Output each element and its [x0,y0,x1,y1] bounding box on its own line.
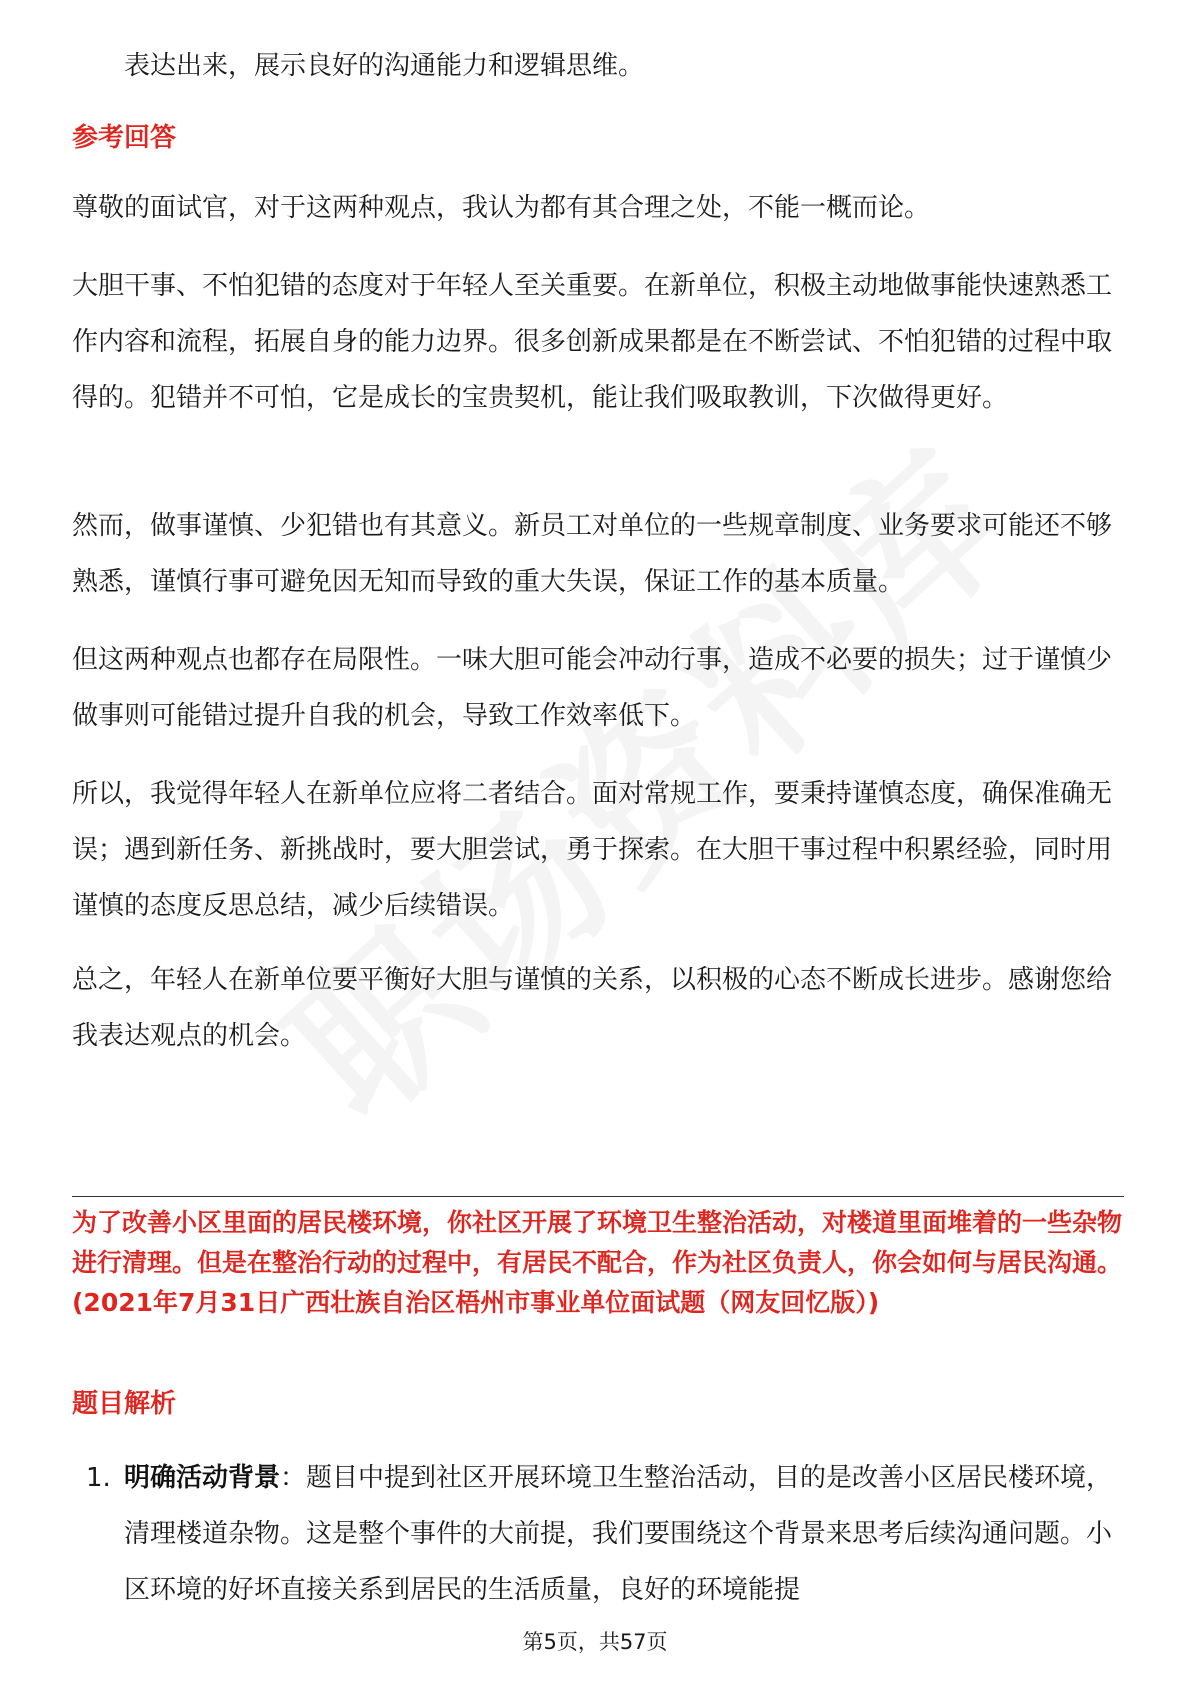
list-item-number: 1. [86,1463,111,1493]
answer-paragraph-3: 然而，做事谨慎、少犯错也有其意义。新员工对单位的一些规章制度、业务要求可能还不够熟悉，谨慎行事可避免因无知而导致的重大失误，保证工作的基本质量。 [72,511,1113,597]
answer-paragraph-5: 所以，我觉得年轻人在新单位应将二者结合。面对常规工作，要秉持谨慎态度，确保准确无误；遇到新任务、新挑战时，要大胆尝试，勇于探索。在大胆干事过程中积累经验，同时用谨慎的态度反思总结，减少后续错误。 [72,779,1113,921]
section-divider [72,1196,1124,1197]
answer-paragraph-4: 但这两种观点也都存在局限性。一味大胆可能会冲动行事，造成不必要的损失；过于谨慎少做事则可能错过提升自我的机会，导致工作效率低下。 [72,645,1113,731]
list-item-title: 明确活动背景 [124,1463,281,1493]
page-number: 第5页，共57页 [522,1630,668,1654]
list-item [124,1450,1120,1618]
continuation-text: 表达出来，展示良好的沟通能力和逻辑思维。 [124,51,645,81]
answer-paragraph-6: 总之，年轻人在新单位要平衡好大胆与谨慎的关系，以积极的心态不断成长进步。感谢您给我表达观点的机会。 [72,965,1113,1051]
reference-answer-heading: 参考回答 [72,123,177,153]
list-item-text: ：题目中提到社区开展环境卫生整治活动，目的是改善小区居民楼环境，清理楼道杂物。这是整个事件的大前提，我们要围绕这个背景来思考后续沟通问题。小区环境的好坏直接关系到居民的生活质量，良好的环境能提 [124,1463,1113,1605]
interview-question: 为了改善小区里面的居民楼环境，你社区开展了环境卫生整治活动，对楼道里面堆着的一些杂物进行清理。但是在整治行动的过程中，有居民不配合，作为社区负责人，你会如何与居民沟通。(2021年7月31日广西壮族自治区梧州市事业单位面试题（网友回忆版）) [72,1208,1123,1317]
answer-paragraph-2: 大胆干事、不怕犯错的态度对于年轻人至关重要。在新单位，积极主动地做事能快速熟悉工作内容和流程，拓展自身的能力边界。很多创新成果都是在不断尝试、不怕犯错的过程中取得的。犯错并不可怕，它是成长的宝贵契机，能让我们吸取教训，下次做得更好。 [72,271,1113,413]
analysis-heading: 题目解析 [72,1389,177,1419]
answer-paragraph-1: 尊敬的面试官，对于这两种观点，我认为都有其合理之处，不能一概而论。 [72,193,931,223]
